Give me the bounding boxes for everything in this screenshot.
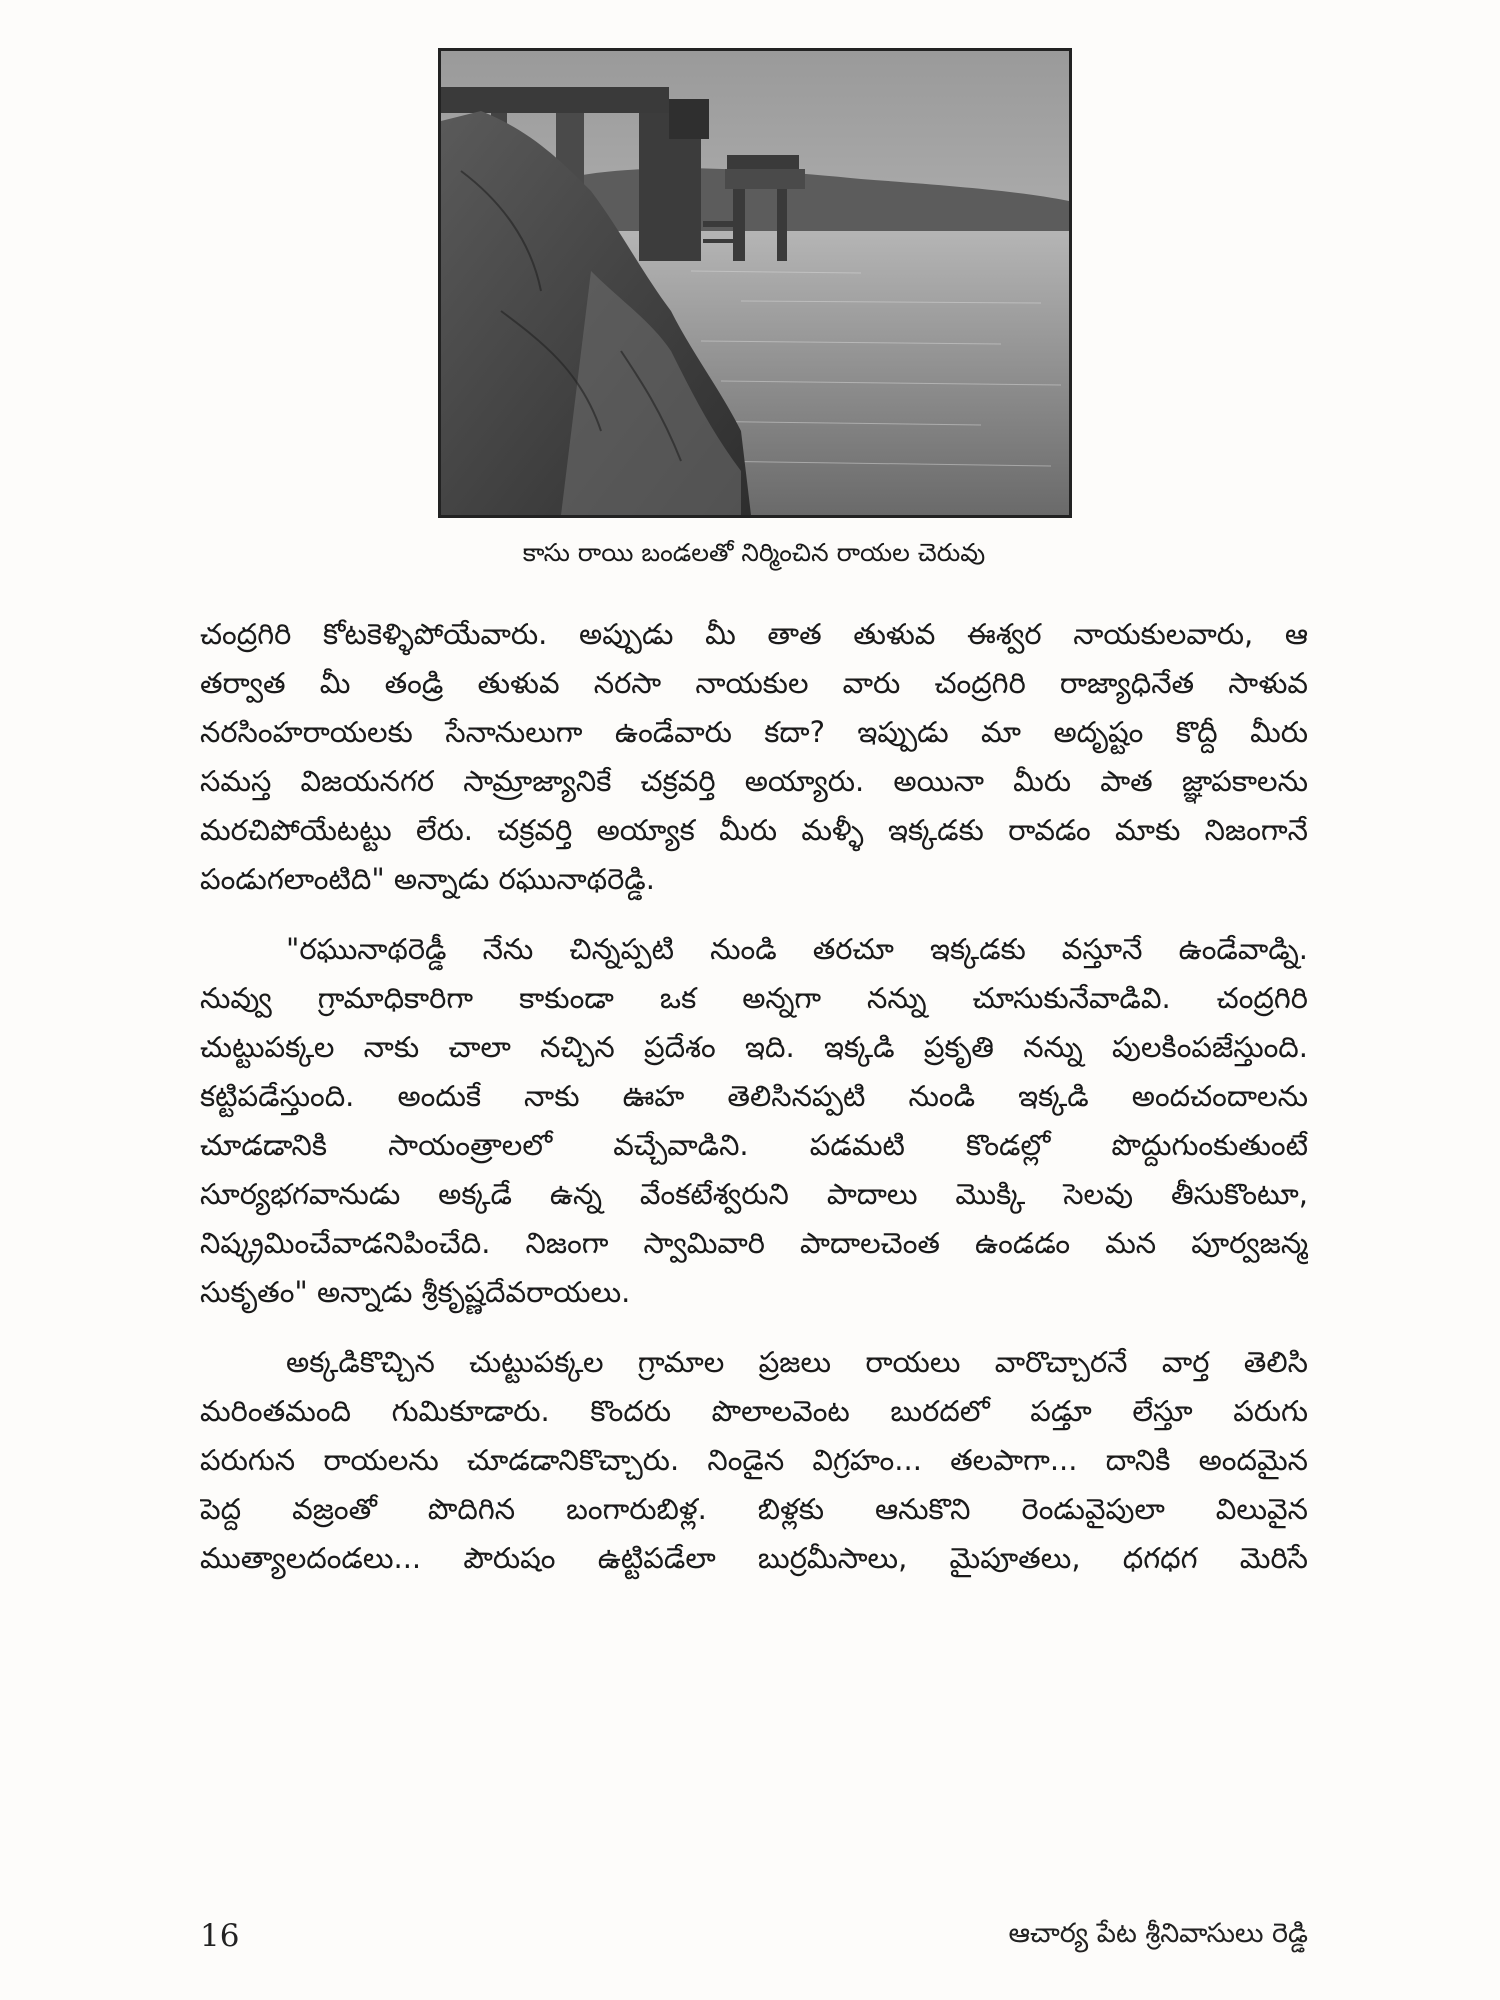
text-line: మరింతమంది గుమికూడారు. కొందరు పొలాలవెంట బురదలో పడ్తూ లేస్తూ పరుగు [200,1394,1308,1428]
text-line: అక్కడికొచ్చిన చుట్టుపక్కల గ్రామాల ప్రజలు రాయలు వారొచ్చారనే వార్త తెలిసి [286,1345,1308,1379]
paragraph-3 [200,1338,1308,1583]
text-line: చుట్టుపక్కల నాకు చాలా నచ్చిన ప్రదేశం ఇది. ఇక్కడి ప్రకృతి నన్ను పులకింపజేస్తుంది. [200,1030,1308,1064]
text-line: "రఘునాథరెడ్డీ నేను చిన్నప్పటి నుండి తరచూ ఇక్కడకు వస్తూనే ఉండేవాడ్ని. [286,932,1308,966]
photo-caption: కాసు రాయి బండలతో నిర్మించిన రాయల చెరువు [522,538,986,567]
paragraph-1 [200,610,1308,904]
reservoir-photo-illustration [441,51,1069,515]
text-line: సుకృతం" అన్నాడు శ్రీకృష్ణదేవరాయలు. [200,1275,631,1309]
text-line: మరచిపోయేటట్టు లేరు. చక్రవర్తి అయ్యాక మీరు మళ్ళీ ఇక్కడకు రావడం మాకు నిజంగానే [200,813,1308,847]
paragraph-2 [200,925,1308,1317]
page-number: 16 [200,1918,240,1954]
text-line: సూర్యభగవానుడు అక్కడే ఉన్న వేంకటేశ్వరుని పాదాలు మొక్కి సెలవు తీసుకొంటూ, [200,1177,1308,1211]
text-line: చంద్రగిరి కోటకెళ్ళిపోయేవారు. అప్పుడు మీ తాత తుళువ ఈశ్వర నాయకులవారు, ఆ [200,617,1308,651]
text-line: పరుగున రాయలను చూడడానికొచ్చారు. నిండైన విగ్రహం... తలపాగా... దానికి అందమైన [200,1443,1308,1477]
text-line: ముత్యాలదండలు... పౌరుషం ఉట్టిపడేలా బుర్రమీసాలు, మైపూతలు, ధగధగ మెరిసే [200,1541,1308,1575]
text-line: పెద్ద వజ్రంతో పొదిగిన బంగారుబిళ్ల. బిళ్లకు ఆనుకొని రెండువైపులా విలువైన [200,1492,1308,1526]
reservoir-photo [438,48,1072,518]
text-line: పండుగలాంటిది" అన్నాడు రఘునాథరెడ్డి. [200,862,655,896]
text-line: నిష్క్రమించేవాడనిపించేది. నిజంగా స్వామివారి పాదాలచెంత ఉండడం మన పూర్వజన్మ [200,1226,1308,1260]
text-line: సమస్త విజయనగర సామ్రాజ్యానికే చక్రవర్తి అయ్యారు. అయినా మీరు పాత జ్ఞాపకాలను [200,764,1308,798]
body-text [200,610,1308,1604]
text-line: తర్వాత మీ తండ్రి తుళువ నరసా నాయకుల వారు చంద్రగిరి రాజ్యాధినేత సాళువ [200,666,1308,700]
text-line: నరసింహరాయలకు సేనానులుగా ఉండేవారు కదా? ఇప్పుడు మా అదృష్టం కొద్దీ మీరు [200,715,1308,749]
page-footer [200,1918,1308,1958]
text-line: కట్టిపడేస్తుంది. అందుకే నాకు ఊహ తెలిసినప్పటి నుండి ఇక్కడి అందచందాలను [200,1079,1308,1113]
running-author: ఆచార్య పేట శ్రీనివాసులు రెడ్డి [1008,1918,1308,1949]
text-line: చూడడానికి సాయంత్రాలలో వచ్చేవాడిని. పడమటి కొండల్లో పొద్దుగుంకుతుంటే [200,1128,1308,1162]
text-line: నువ్వు గ్రామాధికారిగా కాకుండా ఒక అన్నగా నన్ను చూసుకునేవాడివి. చంద్రగిరి [200,981,1308,1015]
